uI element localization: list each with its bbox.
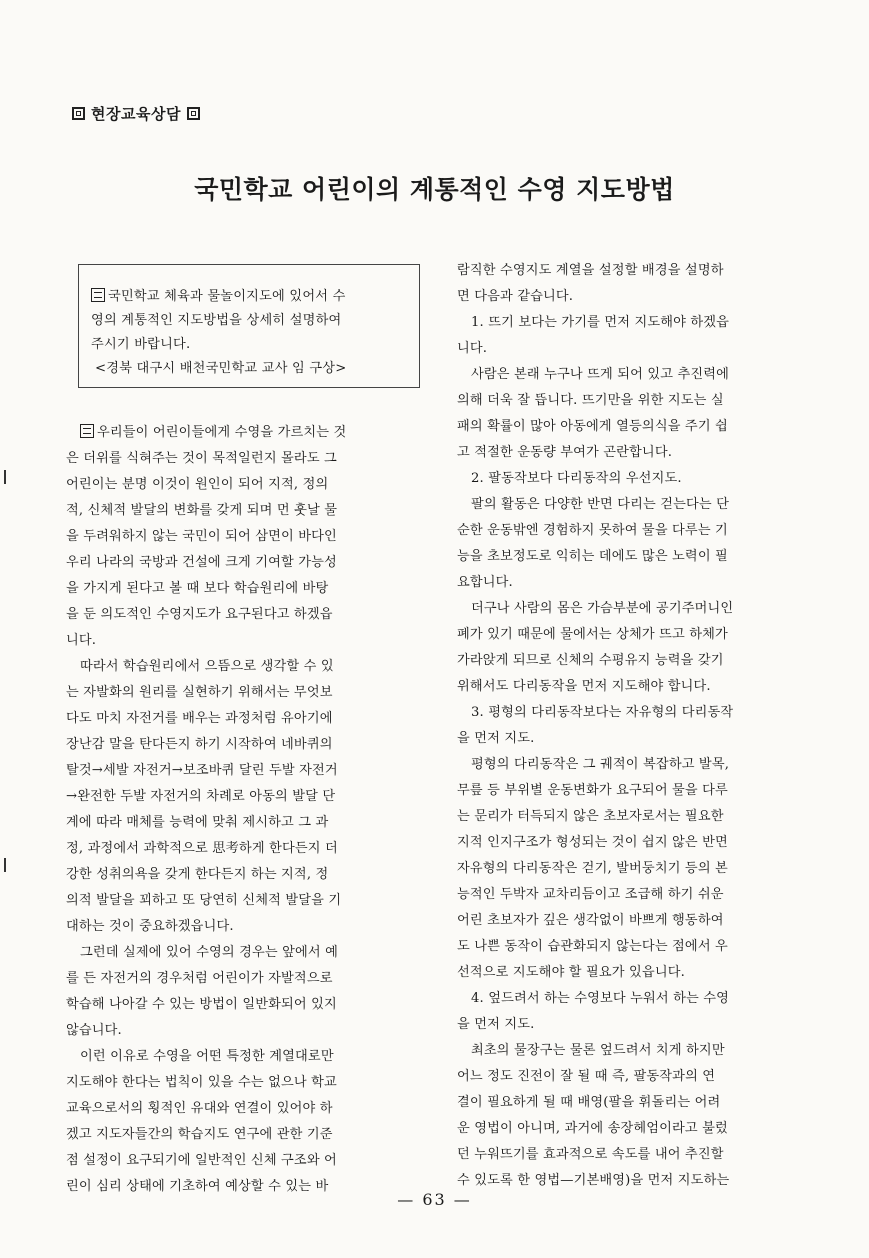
answer-line: →완전한 두발 자전거의 차례로 아동의 발달 단 bbox=[66, 789, 336, 804]
list-heading: 4. 엎드려서 하는 수영보다 누워서 하는 수영 bbox=[471, 991, 730, 1006]
answer-line: 학습해 나아갈 수 있는 방법이 일반화되어 있지 bbox=[66, 997, 337, 1012]
list-heading: 1. 뜨기 보다는 가기를 먼저 지도해야 하겠읍 bbox=[471, 315, 730, 330]
answer-line: 결이 필요하게 될 때 배영(팔을 휘돌리는 어려 bbox=[457, 1095, 721, 1110]
answer-line: 무릎 등 부위별 운동변화가 요구되어 물을 다루 bbox=[457, 783, 728, 798]
answer-line: 더구나 사람의 몸은 가슴부분에 공기주머니인 bbox=[471, 601, 734, 616]
article-title: 국민학교 어린이의 계통적인 수영 지도방법 bbox=[194, 175, 675, 204]
question-line: 영의 계통적인 지도방법을 상세히 설명하여 bbox=[91, 313, 342, 328]
answer-line: 그런데 실제에 있어 수영의 경우는 앞에서 예 bbox=[80, 945, 339, 960]
answer-line: 팔의 활동은 다양한 반면 다리는 걷는다는 단 bbox=[471, 497, 730, 512]
question-box bbox=[78, 264, 420, 388]
question-author: <경북 대구시 배천국민학교 교사 임 구상> bbox=[95, 361, 347, 376]
section-tag-label: 현장교육상담 bbox=[91, 105, 181, 123]
answer-line: 우리들이 어린이들에게 수영을 가르치는 것 bbox=[66, 420, 422, 446]
answer-line: 지적 인지구조가 형성되는 것이 쉽지 않은 반면 bbox=[457, 835, 728, 850]
answer-mark-icon bbox=[80, 424, 94, 438]
list-heading: 3. 평형의 다리동작보다는 자유형의 다리동작 bbox=[471, 705, 734, 720]
answer-line: 요합니다. bbox=[457, 575, 513, 590]
answer-line: 능을 초보정도로 익히는 데에도 많은 노력이 필 bbox=[457, 549, 728, 564]
answer-line: 을 둔 의도적인 수영지도가 요구된다고 하겠읍 bbox=[66, 607, 333, 622]
answer-line: 능적인 두박자 교차리듬이고 조급해 하기 쉬운 bbox=[457, 887, 724, 902]
answer-line: 다도 마치 자전거를 배우는 과정처럼 유아기에 bbox=[66, 711, 333, 726]
answer-line: 적, 신체적 발달의 변화를 갖게 되며 먼 훗날 물 bbox=[66, 503, 338, 518]
section-tag bbox=[72, 103, 200, 124]
answer-line: 는 자발화의 원리를 실현하기 위해서는 무엇보 bbox=[66, 685, 333, 700]
margin-tick-mark bbox=[4, 858, 6, 872]
list-heading: 2. 팔동작보다 다리동작의 우선지도. bbox=[471, 471, 682, 486]
answer-line: 이런 이유로 수영을 어떤 특정한 계열대로만 bbox=[80, 1049, 334, 1064]
answer-line: 자유형의 다리동작은 걷기, 발버둥치기 등의 본 bbox=[457, 861, 728, 876]
answer-line: 탈것→세발 자전거→보조바퀴 달린 두발 자전거 bbox=[66, 763, 338, 778]
answer-line: 위해서도 다리동작을 먼저 지도해야 합니다. bbox=[457, 679, 711, 694]
answer-line: 평형의 다리동작은 그 궤적이 복잡하고 발목, bbox=[471, 757, 730, 772]
answer-line: 의해 더욱 잘 뜹니다. 뜨기만을 위한 지도는 실 bbox=[457, 393, 724, 408]
answer-line: 폐가 있기 때문에 물에서는 상체가 뜨고 하체가 bbox=[457, 627, 728, 642]
answer-line: 교육으로서의 횡적인 유대와 연결이 있어야 하 bbox=[66, 1101, 333, 1116]
margin-tick-mark bbox=[4, 470, 6, 484]
answer-line: 가라앉게 되므로 신체의 수평유지 능력을 갖기 bbox=[457, 653, 724, 668]
answer-line: 을 가지게 된다고 볼 때 보다 학습원리에 바탕 bbox=[66, 581, 329, 596]
answer-line: 린이 심리 상태에 기초하여 예상할 수 있는 바 bbox=[66, 1179, 329, 1194]
section-marker-right-icon bbox=[187, 107, 200, 120]
answer-line: 장난감 말을 탄다든지 하기 시작하여 네바퀴의 bbox=[66, 737, 333, 752]
answer-line: 어린 초보자가 깊은 생각없이 바쁘게 행동하여 bbox=[457, 913, 724, 928]
answer-line: 어느 정도 진전이 잘 될 때 즉, 팔동작과의 연 bbox=[457, 1069, 716, 1084]
answer-line: 의적 발달을 꾀하고 또 당연히 신체적 발달을 기 bbox=[66, 893, 342, 908]
answer-line: 도 나쁜 동작이 습관화되지 않는다는 점에서 우 bbox=[457, 939, 728, 954]
section-marker-left-icon bbox=[72, 107, 85, 120]
question-line: 주시기 바랍니다. bbox=[91, 337, 191, 352]
answer-line: 패의 확률이 많아 아동에게 열등의식을 주기 쉽 bbox=[457, 419, 728, 434]
answer-line: 니다. bbox=[457, 341, 488, 356]
answer-line: 람직한 수영지도 계열을 설정할 배경을 설명하 bbox=[457, 263, 724, 278]
answer-line: 를 든 자전거의 경우처럼 어린이가 자발적으로 bbox=[66, 971, 333, 986]
answer-line: 어린이는 분명 이것이 원인이 되어 지적, 정의 bbox=[66, 477, 329, 492]
question-line: 국민학교 체육과 물놀이지도에 있어서 수 bbox=[91, 285, 411, 309]
answer-line: 겠고 지도자들간의 학습지도 연구에 관한 기준 bbox=[66, 1127, 333, 1142]
answer-line: 정, 과정에서 과학적으로 思考하게 한다든지 더 bbox=[66, 841, 338, 856]
answer-line: 을 먼저 지도. bbox=[457, 1017, 535, 1032]
answer-line: 은 더위를 식혀주는 것이 목적일런지 몰라도 그 bbox=[66, 451, 337, 466]
answer-line: 는 문리가 터득되지 않은 초보자로서는 필요한 bbox=[457, 809, 724, 824]
answer-line: 우리 나라의 국방과 건설에 크게 기여할 가능성 bbox=[66, 555, 337, 570]
answer-line: 선적으로 지도해야 할 필요가 있읍니다. bbox=[457, 965, 685, 980]
answer-column-right bbox=[457, 258, 809, 1194]
answer-line: 고 적절한 운동량 부여가 곤란합니다. bbox=[457, 445, 673, 460]
answer-line: 수 있도록 한 영법—기본배영)을 먼저 지도하는 bbox=[457, 1173, 730, 1188]
page-number: — 63 — bbox=[397, 1190, 472, 1209]
answer-line: 점 설정이 요구되기에 일반적인 신체 구조와 어 bbox=[66, 1153, 337, 1168]
answer-line: 강한 성취의욕을 갖게 한다든지 하는 지적, 정 bbox=[66, 867, 329, 882]
answer-line: 면 다음과 같습니다. bbox=[457, 289, 574, 304]
answer-line: 않습니다. bbox=[66, 1023, 122, 1038]
answer-line: 을 두려워하지 않는 국민이 되어 삼면이 바다인 bbox=[66, 529, 337, 544]
answer-line: 대하는 것이 중요하겠읍니다. bbox=[66, 919, 234, 934]
answer-line: 순한 운동밖엔 경험하지 못하여 물을 다루는 기 bbox=[457, 523, 728, 538]
answer-line: 을 먼저 지도. bbox=[457, 731, 535, 746]
answer-line: 계에 따라 매체를 능력에 맞춰 제시하고 그 과 bbox=[66, 815, 329, 830]
question-mark-icon bbox=[91, 288, 105, 302]
answer-line: 니다. bbox=[66, 633, 97, 648]
answer-column-left bbox=[66, 420, 422, 1200]
answer-line: 지도해야 한다는 법칙이 있을 수는 없으나 학교 bbox=[66, 1075, 337, 1090]
answer-line: 던 누워뜨기를 효과적으로 속도를 내어 추진할 bbox=[457, 1147, 724, 1162]
answer-line: 사람은 본래 누구나 뜨게 되어 있고 추진력에 bbox=[471, 367, 730, 382]
answer-line: 운 영법이 아니며, 과거에 송장헤엄이라고 불렀 bbox=[457, 1121, 728, 1136]
answer-line: 따라서 학습원리에서 으뜸으로 생각할 수 있 bbox=[80, 659, 334, 674]
answer-line: 최초의 물장구는 물론 엎드려서 치게 하지만 bbox=[471, 1043, 725, 1058]
